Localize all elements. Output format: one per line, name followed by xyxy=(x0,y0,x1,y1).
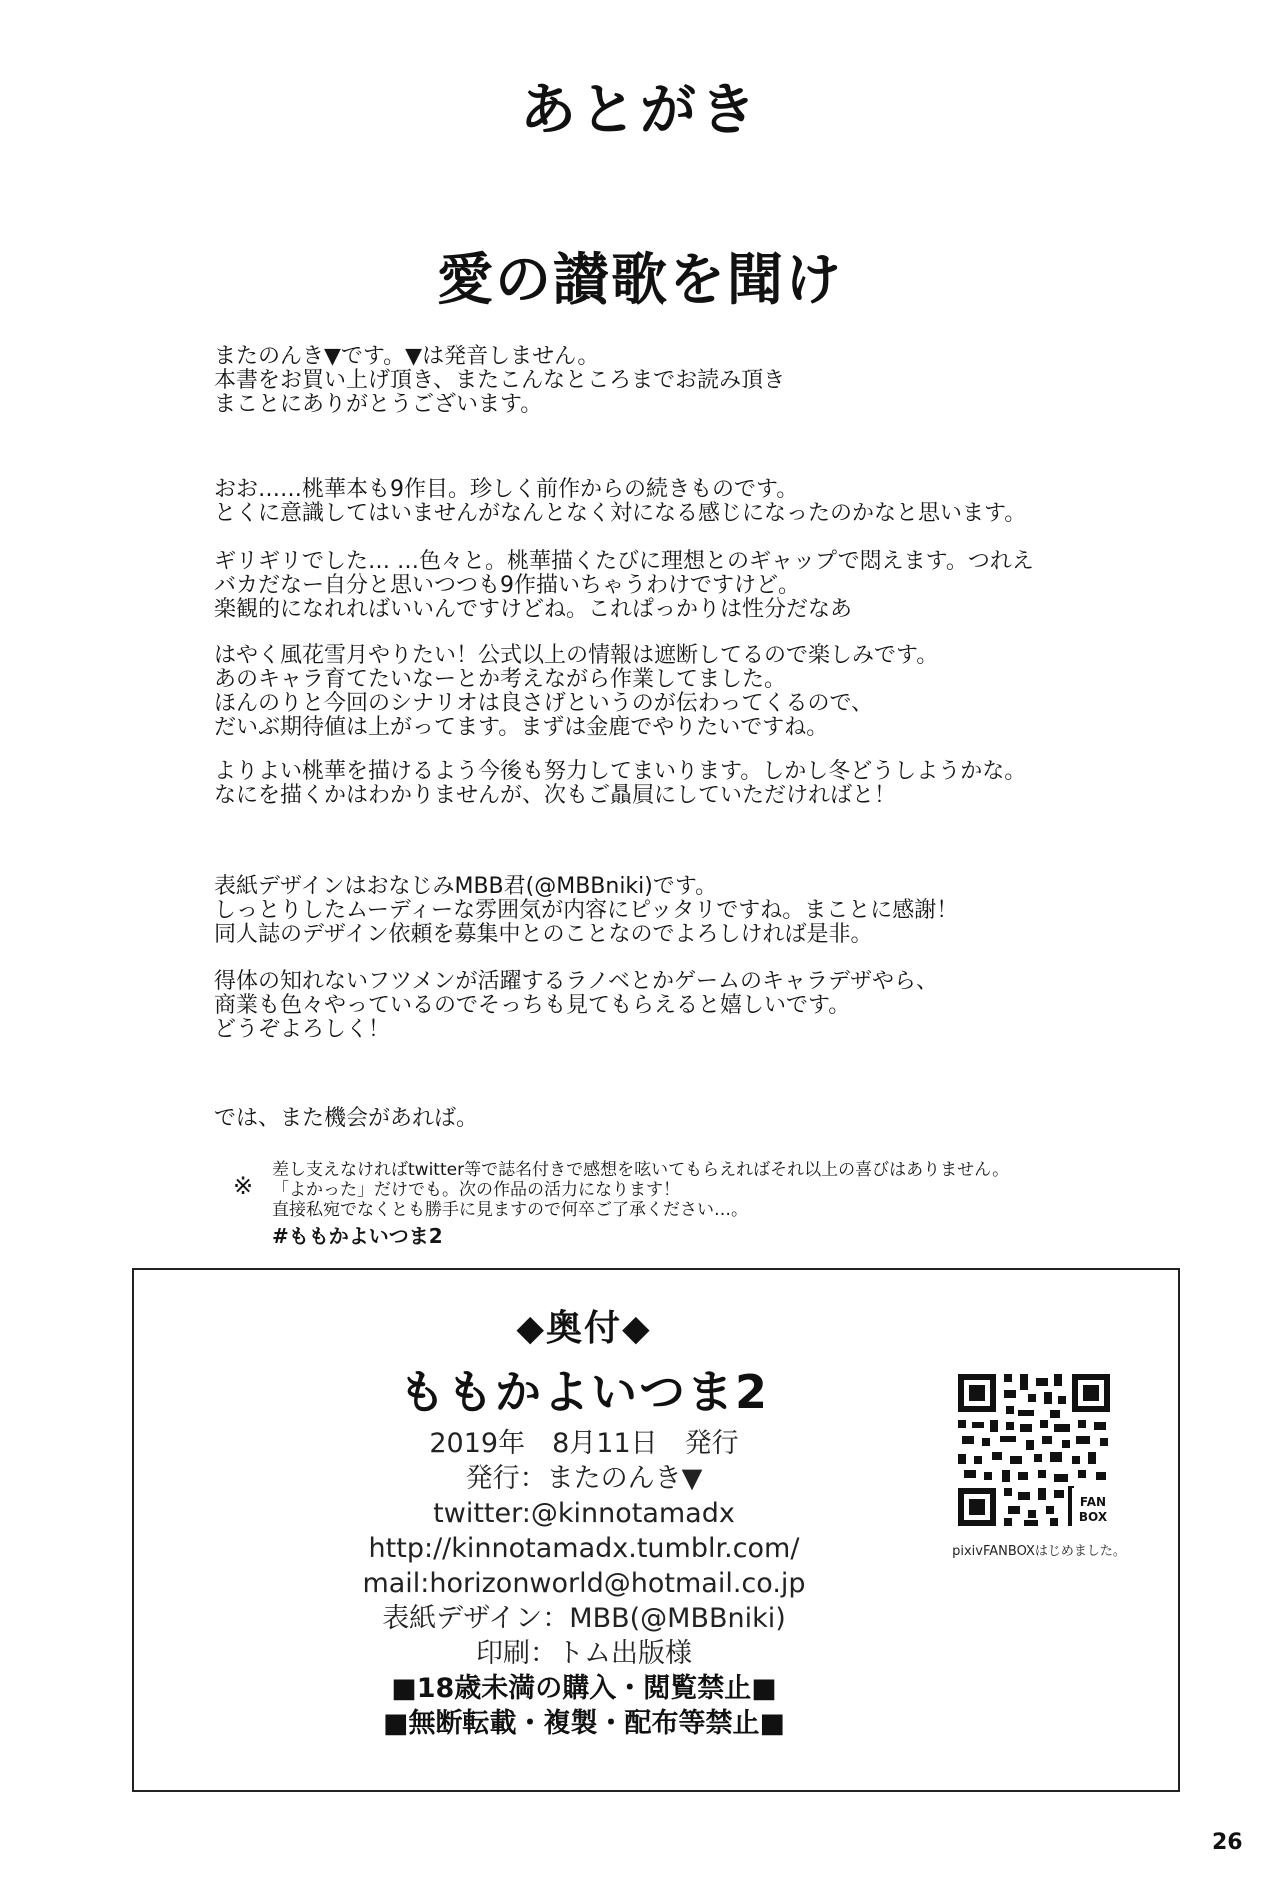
cover-design-credit: 表紙デザイン：MBB(@MBBniki) xyxy=(382,1603,786,1634)
text-line: ほんのりと今回のシナリオは良さげというのが伝わってくるので、 xyxy=(214,691,874,716)
text-line: では、また機会があれば。 xyxy=(214,1106,479,1131)
text-line: よりよい桃華を描けるよう今後も努力してまいります。しかし冬どうしようかな。 xyxy=(214,759,1027,784)
note-line: 直接私宛でなくとも勝手に見ますので何卒ご了承ください…。 xyxy=(272,1200,748,1220)
text-line: とくに意識してはいませんがなんとなく対になる感じになったのかなと思います。 xyxy=(214,501,1027,526)
colophon-title: ももかよいつま2 xyxy=(398,1365,769,1419)
note-line: 差し支えなければtwitter等で誌名付きで感想を呟いてもらえればそれ以上の喜びはありません。 xyxy=(272,1160,1010,1180)
text-line: 表紙デザインはおなじみMBB君(@MBBniki)です。 xyxy=(214,874,718,899)
copyright-notice: ■無断転載・複製・配布等禁止■ xyxy=(382,1708,786,1739)
text-line: まことにありがとうございます。 xyxy=(214,392,543,417)
colophon-details xyxy=(314,1426,854,1741)
afterword-paragraph-4 xyxy=(214,644,1114,740)
publisher: 発行：またのんき▼ xyxy=(465,1463,703,1494)
publish-date: 2019年 8月11日 発行 xyxy=(429,1428,739,1459)
twitter-handle: twitter:@kinnotamadx xyxy=(433,1498,735,1529)
afterword-paragraph-3 xyxy=(214,550,1114,622)
text-line: またのんき▼です。▼は発音しません。 xyxy=(214,344,600,369)
text-line: しっとりしたムーディーな雰囲気が内容にピッタリですね。まことに感謝！ xyxy=(214,898,959,923)
qr-code-icon xyxy=(954,1370,1114,1530)
text-line: どうぞよろしく！ xyxy=(214,1017,391,1042)
qr-badge-line: FAN xyxy=(1079,1495,1107,1509)
text-line: 商業も色々やっているのでそっちも見てもらえると嬉しいです。 xyxy=(214,993,851,1018)
age-restriction-notice: ■18歳未満の購入・閲覧禁止■ xyxy=(391,1673,777,1704)
text-line: なにを描くかはわかりませんが、次もご贔屓にしていただければと！ xyxy=(214,783,897,808)
qr-caption: pixivFANBOXはじめました。 xyxy=(952,1544,1126,1559)
printer-credit: 印刷：トム出版様 xyxy=(476,1638,692,1669)
text-line: おお……桃華本も9作目。珍しく前作からの続きものです。 xyxy=(214,477,799,502)
afterword-paragraph-8 xyxy=(214,1107,1114,1131)
afterword-title: 愛の讃歌を聞け xyxy=(437,247,843,313)
hashtag: #ももかよいつま2 xyxy=(272,1224,443,1248)
qr-badge-line: BOX xyxy=(1078,1510,1108,1524)
text-line: 本書をお買い上げ頂き、またこんなところまでお読み頂き xyxy=(214,368,786,393)
afterword-paragraph-6 xyxy=(214,875,1114,947)
page-number: 26 xyxy=(1212,1830,1243,1855)
email-address: mail:horizonworld@hotmail.co.jp xyxy=(362,1568,806,1599)
afterword-heading: あとがき xyxy=(520,77,760,143)
text-line: ギリギリでした… …色々と。桃華描くたびに理想とのギャップで悶えます。つれえ xyxy=(214,549,1034,574)
text-line: バカだなー自分と思いつつも9作描いちゃうわけですけど。 xyxy=(214,573,800,598)
afterword-paragraph-5 xyxy=(214,760,1114,808)
afterword-note xyxy=(272,1160,1009,1220)
note-line: 「よかった」だけでも。次の作品の活力になります！ xyxy=(272,1180,680,1200)
afterword-paragraph-7 xyxy=(214,970,1114,1042)
text-line: 同人誌のデザイン依頼を募集中とのことなのでよろしければ是非。 xyxy=(214,922,873,947)
text-line: 得体の知れないフツメンが活躍するラノベとかゲームのキャラデザやら、 xyxy=(214,969,939,994)
text-line: はやく風花雪月やりたい！公式以上の情報は遮断してるので楽しみです。 xyxy=(214,643,939,668)
text-line: あのキャラ育てたいなーとか考えながら作業してました。 xyxy=(214,667,787,692)
afterword-paragraph-1 xyxy=(214,345,1114,417)
colophon-box xyxy=(132,1268,1180,1792)
colophon-heading: ◆奥付◆ xyxy=(516,1308,652,1349)
text-line: 楽観的になれればいいんですけどね。これぱっかりは性分だなあ xyxy=(214,597,853,622)
afterword-paragraph-2 xyxy=(214,478,1114,526)
website-url: http://kinnotamadx.tumblr.com/ xyxy=(368,1533,800,1564)
text-line: だいぶ期待値は上がってます。まずは金鹿でやりたいですね。 xyxy=(214,715,829,740)
reference-mark: ※ xyxy=(233,1172,254,1200)
